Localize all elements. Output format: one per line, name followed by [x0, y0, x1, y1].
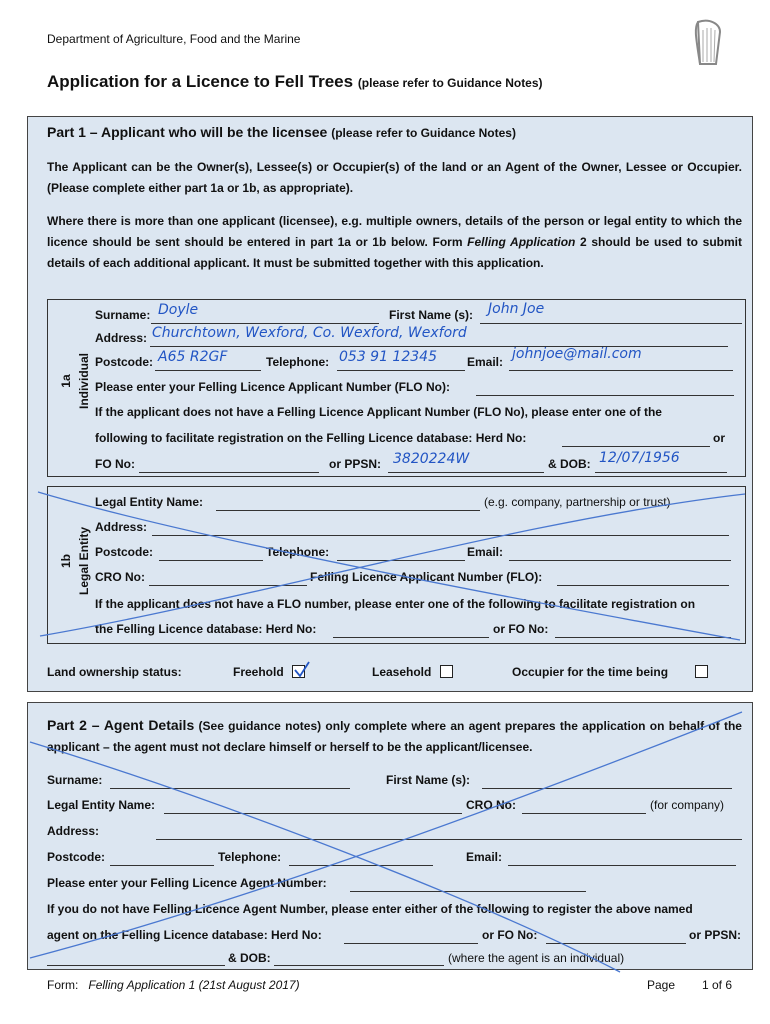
telephone-label: Telephone: [266, 355, 330, 369]
footer-page-value: 1 of 6 [702, 978, 733, 992]
part1-para2-a: Where there is more than one applicant (licensee), e.g. multiple owners, details of the person or legal entity to which the licence should be sent should be entered in part 1a or 1b below. Form [47, 214, 742, 249]
1a-note-line2: following to facilitate registration on the Felling Licence database: Herd No: [95, 431, 527, 445]
agent-firstname-label: First Name (s): [386, 773, 471, 787]
agent-note-line1: If you do not have Felling Licence Agent Number, please enter either of the following to register the above named [47, 902, 693, 916]
agent-postcode-label: Postcode: [47, 850, 106, 864]
footer-form-label: Form: [47, 978, 79, 992]
part1-para2-em: Felling Application [467, 235, 576, 249]
strike-part2-diagonal-2 [30, 712, 742, 958]
section-1a-code: 1a [59, 374, 73, 388]
1a-or: or [713, 431, 725, 445]
part1-para1: The Applicant can be the Owner(s), Lessee(s) or Occupier(s) of the land or an Agent of the Owner, Lessee or Occupier. (Please complete either part 1a or 1b, as appropriate). [47, 160, 742, 195]
section-1b-label: Legal Entity [77, 527, 91, 596]
agent-dob-label: & DOB: [228, 951, 271, 965]
agent-email-label: Email: [466, 850, 503, 864]
surname-label: Surname: [95, 308, 151, 322]
dob-label: & DOB: [548, 457, 591, 471]
firstname-label: First Name (s): [389, 308, 474, 322]
footer-form [47, 978, 300, 992]
entity-postcode-label: Postcode: [95, 545, 154, 559]
fo-label: FO No: [95, 457, 135, 471]
agent-telephone-label: Telephone: [218, 850, 282, 864]
part2-title: Part 2 – Agent Details [47, 717, 195, 733]
entity-telephone-label: Telephone: [266, 545, 330, 559]
agent-note-line2a: agent on the Felling Licence database: Herd No: [47, 928, 322, 942]
firstname-value[interactable]: John Joe [488, 301, 545, 317]
part2-title-note: (See guidance notes) only complete where an agent prepares the application on behalf of the applicant – the agent must not declare himself or herself to be the applicant/licensee. [47, 719, 742, 754]
ppsn-value[interactable]: 3820224W [393, 451, 470, 467]
agent-number-label: Please enter your Felling Licence Agent Number: [47, 876, 327, 890]
part1-title-text: Part 1 – Applicant who will be the licensee [47, 124, 328, 140]
footer-form-name: Felling Application 1 (21st August 2017) [88, 978, 300, 992]
agent-cro-hint: (for company) [650, 798, 725, 812]
address-value[interactable]: Churchtown, Wexford, Co. Wexford, Wexford [152, 325, 467, 341]
entity-email-label: Email: [467, 545, 504, 559]
entity-hint: (e.g. company, partnership or trust) [484, 495, 671, 509]
1a-note-line1: If the applicant does not have a Felling Licence Applicant Number (FLO No), please enter one of the [95, 405, 662, 419]
strike-part2-diagonal-1 [30, 742, 620, 972]
section-1a-label: Individual [77, 353, 91, 410]
cro-label: CRO No: [95, 570, 145, 584]
1b-note-line1: If the applicant does not have a FLO number, please enter one of the following to facilitate registration on [95, 597, 696, 611]
strike-1b-diagonal-1 [38, 492, 740, 640]
telephone-value[interactable]: 053 91 12345 [339, 349, 437, 365]
entity-name-label: Legal Entity Name: [95, 495, 204, 509]
occupier-label: Occupier for the time being [512, 665, 669, 679]
ppsn-label: or PPSN: [329, 457, 382, 471]
leasehold-label: Leasehold [372, 665, 432, 679]
postcode-label: Postcode: [95, 355, 154, 369]
agent-note-line2c: or PPSN: [689, 928, 742, 942]
1b-note-line2: the Felling Licence database: Herd No: [95, 622, 317, 636]
surname-value[interactable]: Doyle [158, 302, 199, 318]
freehold-label: Freehold [233, 665, 284, 679]
agent-surname-label: Surname: [47, 773, 103, 787]
agent-address-label: Address: [47, 824, 100, 838]
department-name: Department of Agriculture, Food and the Marine [47, 32, 301, 46]
entity-address-label: Address: [95, 520, 148, 534]
agent-cro-label: CRO No: [466, 798, 516, 812]
agent-dob-hint: (where the agent is an individual) [448, 951, 625, 965]
email-label: Email: [467, 355, 504, 369]
title-note: (please refer to Guidance Notes) [357, 76, 543, 90]
part1-para2-b: 2 should be used to submit details of each additional applicant. It must be submitted together with this application. [47, 235, 742, 270]
email-value[interactable]: johnjoe@mail.com [512, 346, 642, 362]
address-label: Address: [95, 331, 148, 345]
dob-value[interactable]: 12/07/1956 [599, 450, 680, 466]
agent-note-line2b: or FO No: [482, 928, 538, 942]
footer-page-label: Page [647, 978, 676, 992]
part1-title-note: (please refer to Guidance Notes) [331, 126, 516, 140]
strike-1b-diagonal-2 [40, 494, 745, 636]
ownership-label: Land ownership status: [47, 665, 182, 679]
section-1b-code: 1b [59, 554, 73, 569]
agent-entity-label: Legal Entity Name: [47, 798, 156, 812]
title-text: Application for a Licence to Fell Trees [47, 72, 354, 91]
entity-flo-label: Felling Licence Applicant Number (FLO): [310, 570, 543, 584]
flo-label: Please enter your Felling Licence Applicant Number (FLO No): [95, 380, 450, 394]
postcode-value[interactable]: A65 R2GF [158, 349, 228, 365]
1b-or-fo: or FO No: [493, 622, 549, 636]
